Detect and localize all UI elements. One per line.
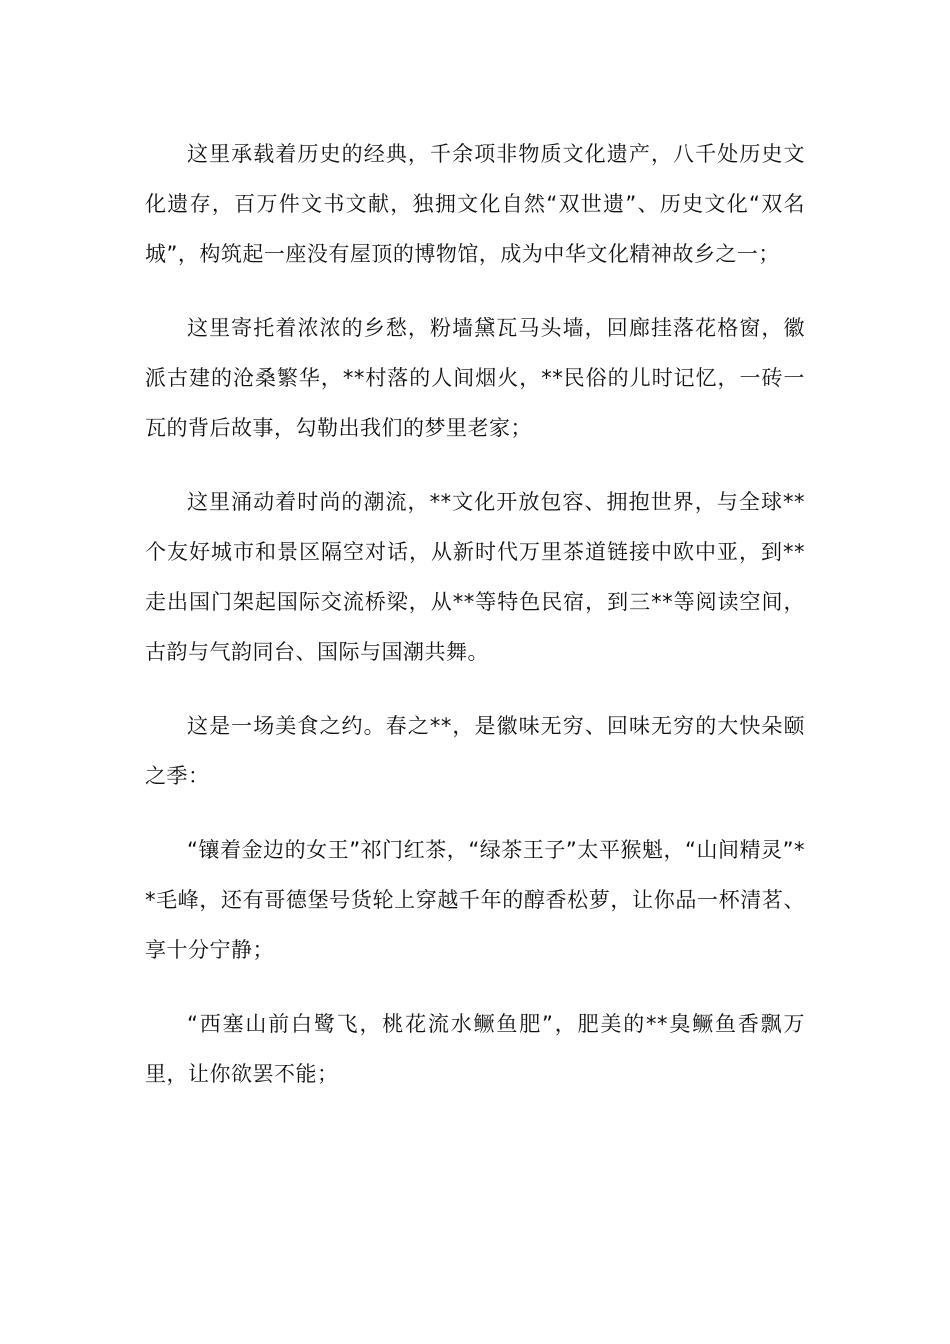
paragraph-tea: “镶着金边的女王”祁门红茶，“绿茶王子”太平猴魁，“山间精灵”**毛峰，还有哥德堡号货轮上穿越千年的醇香松萝，让你品一杯清茗、享十分宁静； bbox=[145, 838, 805, 962]
paragraph-fashion: 这里涌动着时尚的潮流，**文化开放包容、拥抱世界，与全球**个友好城市和景区隔空对话，从新时代万里茶道链接中欧中亚，到**走出国门架起国际交流桥梁，从**等特色民宿，到三**等阅读空间，古韵与气韵同台、国际与国潮共舞。 bbox=[145, 490, 805, 664]
paragraph-food-intro: 这是一场美食之约。春之**，是徽味无穷、回味无穷的大快朵颐之季： bbox=[145, 714, 805, 788]
paragraph-nostalgia: 这里寄托着浓浓的乡愁，粉墙黛瓦马头墙，回廊挂落花格窗，徽派古建的沧桑繁华，**村落的人间烟火，**民俗的儿时记忆，一砖一瓦的背后故事，勾勒出我们的梦里老家； bbox=[145, 316, 805, 440]
paragraph-history: 这里承载着历史的经典，千余项非物质文化遗产，八千处历史文化遗存，百万件文书文献，独拥文化自然“双世遗”、历史文化“双名城”，构筑起一座没有屋顶的博物馆，成为中华文化精神故乡之一； bbox=[145, 142, 805, 266]
paragraph-fish: “西塞山前白鹭飞，桃花流水鳜鱼肥”，肥美的**臭鳜鱼香飘万里，让你欲罢不能； bbox=[145, 1012, 805, 1086]
document-body bbox=[145, 129, 805, 1123]
